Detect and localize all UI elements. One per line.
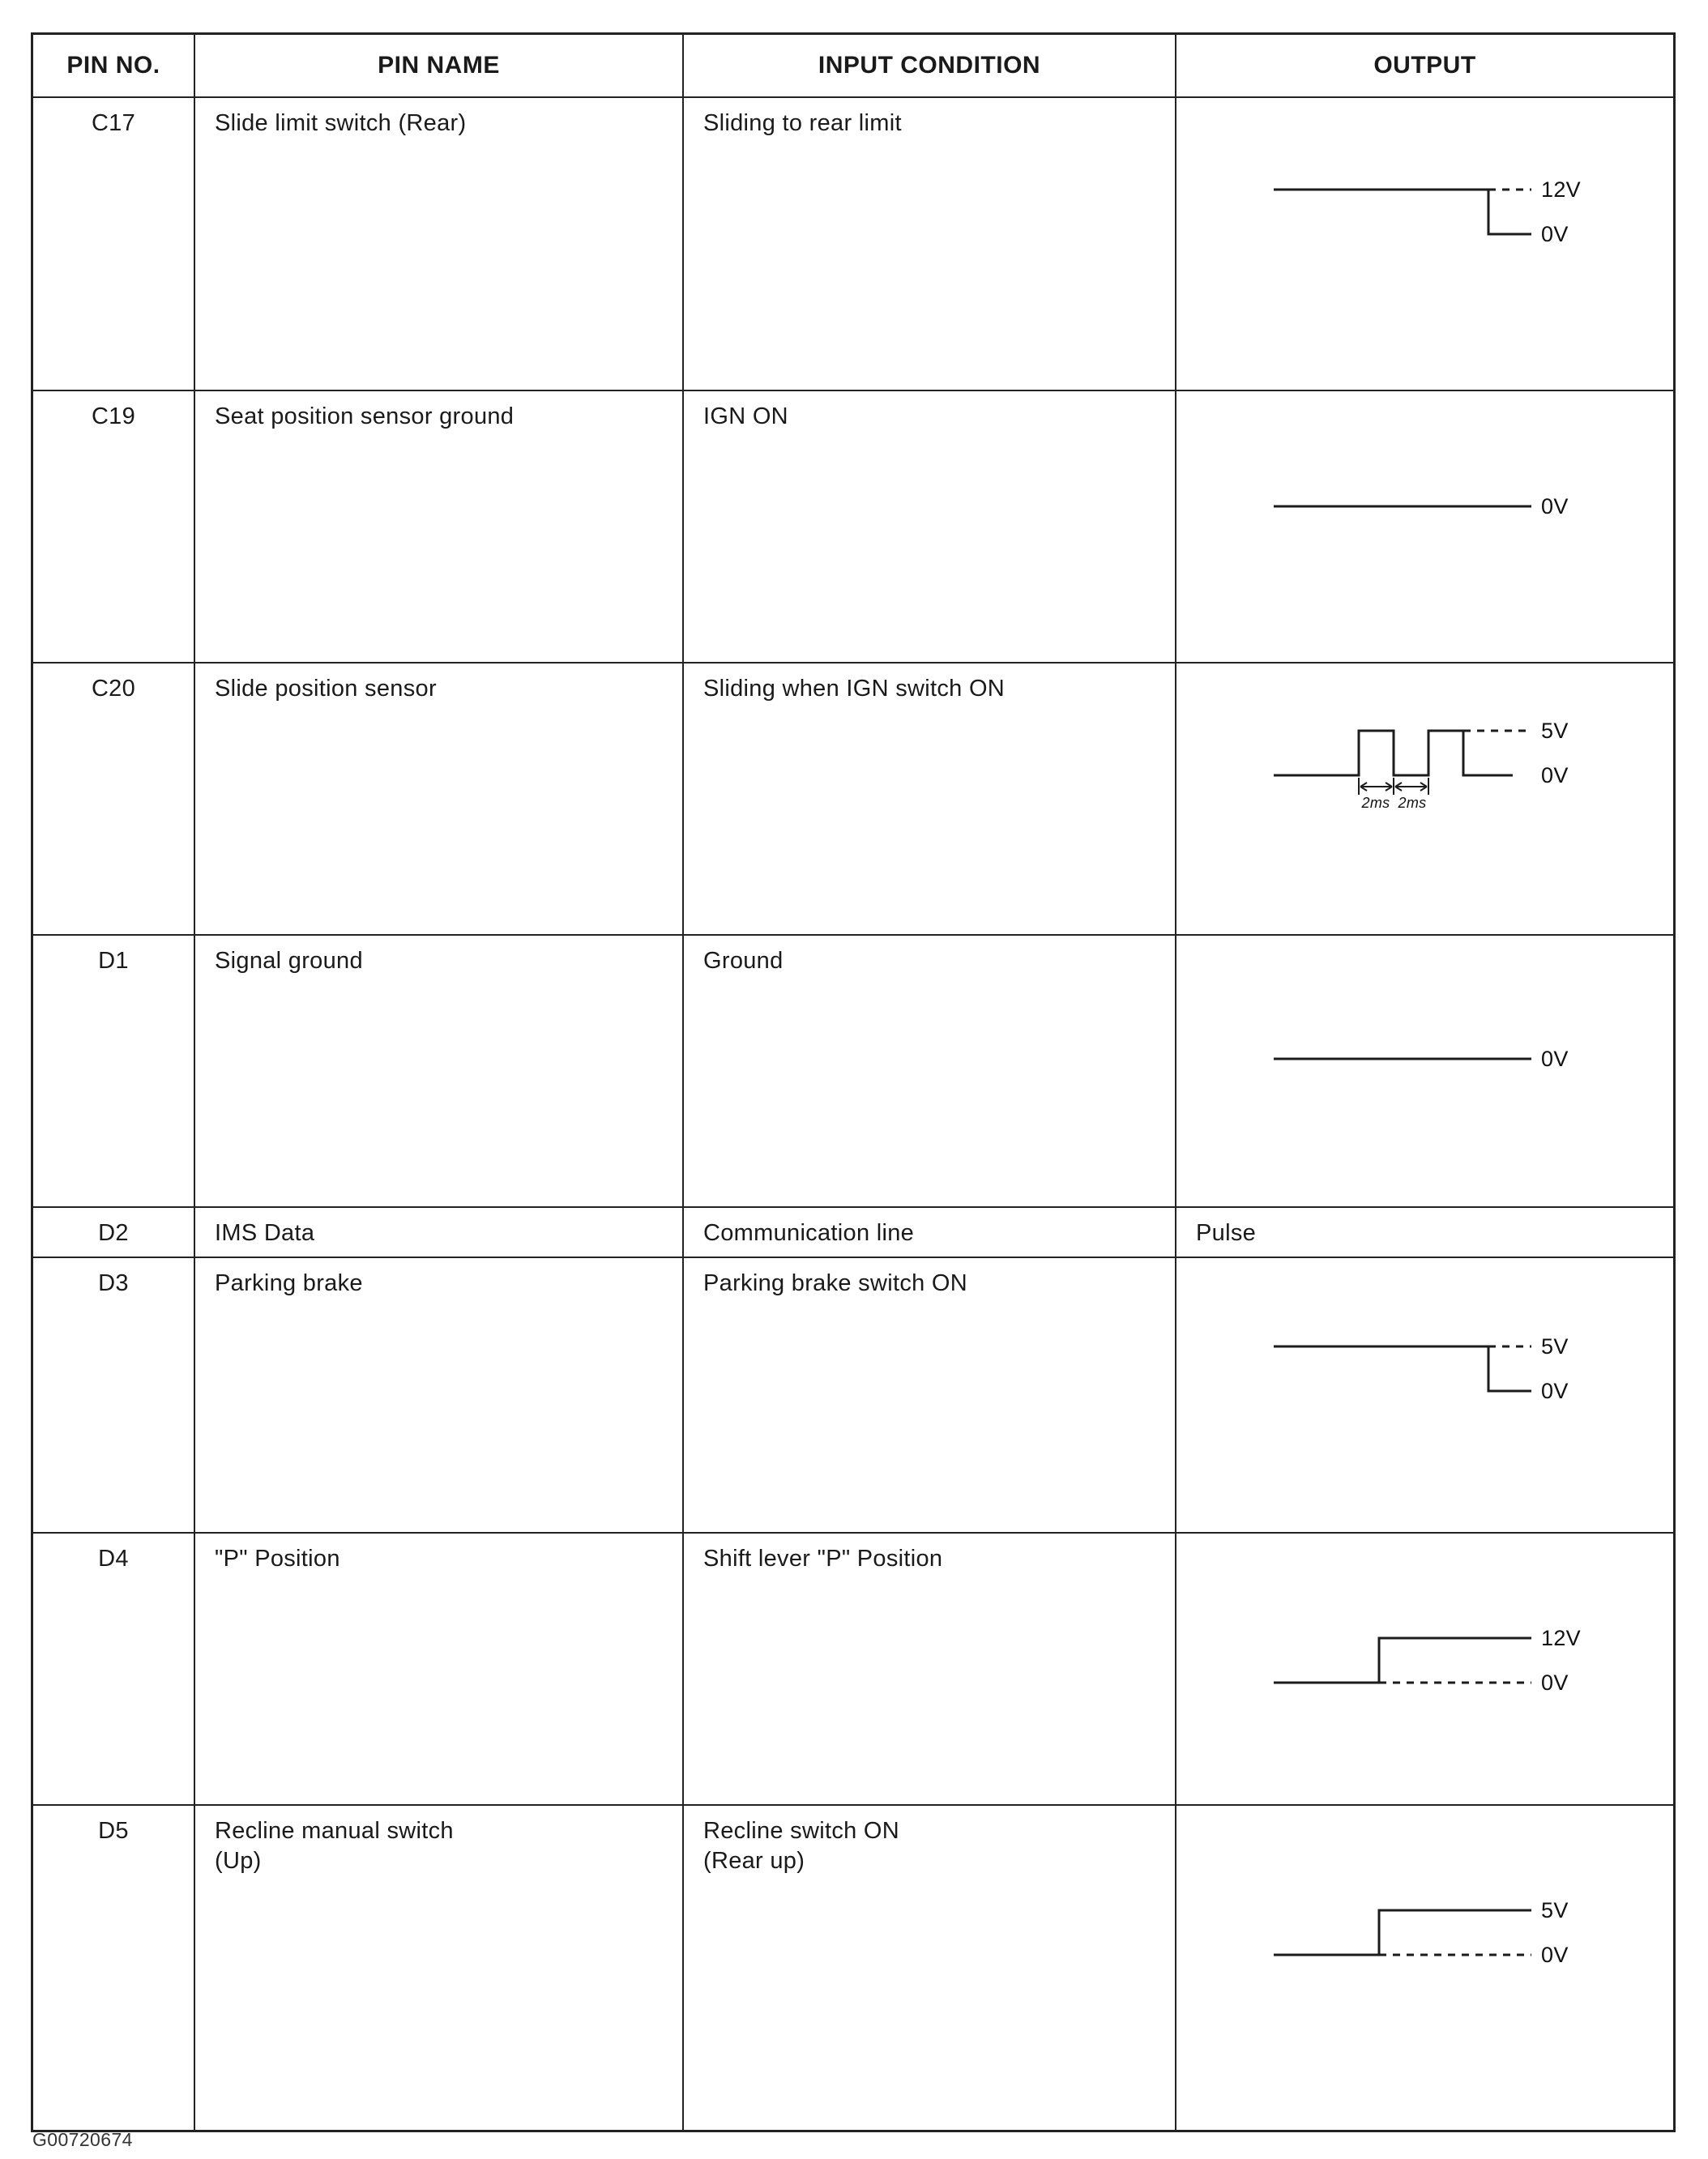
output-cell	[1176, 98, 1673, 390]
pinout-table	[31, 32, 1676, 2132]
pin-no: C20	[33, 663, 195, 934]
output-cell	[1176, 1258, 1673, 1532]
pin-no: D5	[33, 1806, 195, 2130]
table-row	[33, 1534, 1673, 1806]
output-text: Pulse	[1196, 1220, 1257, 1246]
input-condition: Sliding when IGN switch ON	[684, 663, 1176, 934]
output-waveform	[1258, 1002, 1673, 1126]
pin-name: IMS Data	[195, 1208, 684, 1257]
svg-text:5V: 5V	[1541, 1334, 1569, 1359]
output-waveform	[1258, 1874, 1673, 1998]
header-output: OUTPUT	[1373, 52, 1476, 79]
input-condition-line-2: (Rear up)	[703, 1848, 805, 1874]
pin-no: C19	[33, 391, 195, 662]
svg-text:0V: 0V	[1541, 763, 1569, 787]
output-cell	[1176, 391, 1673, 662]
table-row	[33, 98, 1673, 391]
figure-id: G00720674	[32, 2129, 133, 2150]
output-waveform	[1258, 1318, 1673, 1442]
svg-text:0V: 0V	[1541, 1670, 1569, 1695]
input-condition: IGN ON	[684, 391, 1176, 662]
input-condition	[684, 1806, 1176, 2130]
pin-name	[195, 1806, 684, 2130]
output-cell	[1176, 1534, 1673, 1804]
pin-name: Slide position sensor	[195, 663, 684, 934]
pin-name: "P" Position	[195, 1534, 684, 1804]
pin-no: D1	[33, 936, 195, 1206]
svg-text:12V: 12V	[1541, 1626, 1581, 1650]
svg-text:12V: 12V	[1541, 177, 1581, 202]
output-waveform	[1258, 161, 1673, 285]
output-cell	[1176, 936, 1673, 1206]
pin-name: Slide limit switch (Rear)	[195, 98, 684, 390]
svg-text:2ms: 2ms	[1398, 795, 1427, 811]
input-condition: Sliding to rear limit	[684, 98, 1176, 390]
pin-no: D3	[33, 1258, 195, 1532]
input-condition-line-1: Recline switch ON	[703, 1818, 899, 1844]
input-condition: Shift lever "P" Position	[684, 1534, 1176, 1804]
pin-no: D4	[33, 1534, 195, 1804]
svg-text:0V: 0V	[1541, 494, 1569, 518]
output-cell	[1176, 1208, 1673, 1257]
pin-name: Signal ground	[195, 936, 684, 1206]
input-condition: Parking brake switch ON	[684, 1258, 1176, 1532]
svg-text:0V: 0V	[1541, 1379, 1569, 1403]
svg-text:0V: 0V	[1541, 1943, 1569, 1967]
svg-text:0V: 0V	[1541, 1047, 1569, 1071]
output-cell	[1176, 663, 1673, 934]
table-header-row	[33, 35, 1673, 98]
pin-name-line-2: (Up)	[215, 1848, 262, 1874]
header-pin-no: PIN NO.	[33, 35, 195, 96]
input-condition: Ground	[684, 936, 1176, 1206]
pin-no: D2	[33, 1208, 195, 1257]
table-row	[33, 391, 1673, 663]
output-waveform	[1258, 450, 1673, 574]
output-waveform	[1258, 1602, 1673, 1726]
input-condition: Communication line	[684, 1208, 1176, 1257]
pin-no: C17	[33, 98, 195, 390]
table-row	[33, 1258, 1673, 1534]
svg-text:5V: 5V	[1541, 719, 1569, 743]
output-waveform	[1258, 694, 1673, 818]
header-pin-name: PIN NAME	[195, 35, 684, 96]
table-row	[33, 936, 1673, 1208]
table-row	[33, 1806, 1673, 2130]
output-cell	[1176, 1806, 1673, 2130]
table-row	[33, 663, 1673, 936]
table-row	[33, 1208, 1673, 1258]
svg-text:0V: 0V	[1541, 222, 1569, 246]
pin-name: Parking brake	[195, 1258, 684, 1532]
svg-text:2ms: 2ms	[1361, 795, 1390, 811]
header-input-condition: INPUT CONDITION	[684, 35, 1176, 96]
pin-name-line-1: Recline manual switch	[215, 1818, 454, 1844]
svg-text:5V: 5V	[1541, 1898, 1569, 1922]
pin-name: Seat position sensor ground	[195, 391, 684, 662]
